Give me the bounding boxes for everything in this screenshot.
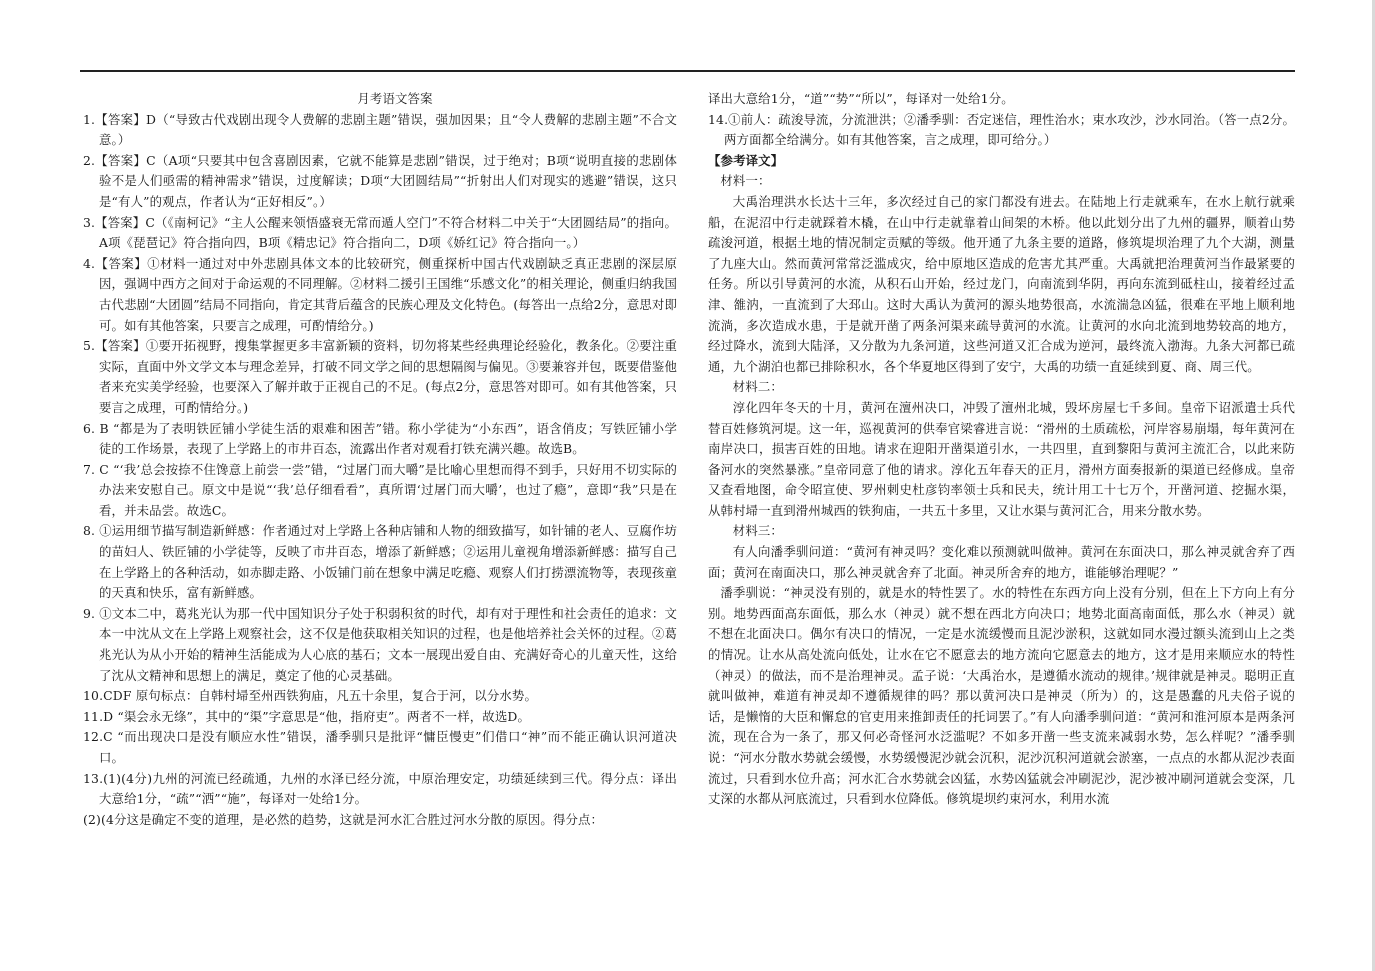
material-3-text-a: 有人向潘季驯问道：“黄河有神灵吗？变化难以预测就叫做神。黄河在东面决口，那么神灵就舍弃了西面；黄河在南面决口，那么神灵就舍弃了北面。神灵所舍弃的地方，谁能够治理呢？”	[708, 544, 1295, 580]
answer-13-1: 13.(1)(4分)九州的河流已经疏通，九州的水泽已经分流，中原治理安定，功绩延续到三代。得分点：译出大意给1分，“疏”“洒”“施”，每译对一处给1分。	[83, 770, 677, 807]
left-column	[83, 89, 677, 830]
answer-1: 1.【答案】D（“导致古代戏剧出现令人费解的悲剧主题”错误，强加因果；且“令人费解的悲剧主题”不合文意。）	[83, 111, 677, 148]
material-1-label: 材料一：	[720, 173, 771, 189]
answer-4: 4.【答案】①材料一通过对中外悲剧具体文本的比较研究，侧重探析中国古代戏剧缺乏真正悲剧的深层原因，强调中西方之间对于命运观的不同理解。②材料二援引王国维“乐感文化”的相关理论，侧重归纳我国古代悲剧“大团圆”结局不同指向，肯定其背后蕴含的民族心理及文化特色。(每答出一点给2分，意思对即可。如有其他答案，只要言之成理，可酌情给分。)	[83, 255, 677, 333]
answer-11: 11.D “渠会永无绦”，其中的“渠”字意思是“他，指府吏”。两者不一样，故选D。	[83, 708, 530, 724]
answer-13-cont: 译出大意给1分，“道”“势”“所以”，每译对一处给1分。	[708, 91, 1014, 106]
answer-12: 12.C “而出现决口是没有顺应水性”错误，潘季驯只是批评“慵臣慢吏”们借口“神”而不能正确认识河道决口。	[83, 729, 677, 765]
answer-8: 8. ①运用细节描写制造新鲜感：作者通过对上学路上各种店铺和人物的细致描写，如针铺的老人、豆腐作坊的苗妇人、铁匠铺的小学徒等，反映了市井百态，增添了新鲜感；②运用儿童视角增添新鲜感：描写自己在上学路上的各种活动，如赤脚走路、小饭铺门前在想象中满足吃瘾、观察人们打捞漂流物等，表现孩童的天真和快乐，富有新鲜感。	[83, 523, 677, 601]
material-1-text: 大禹治理洪水长达十三年，多次经过自己的家门都没有进去。在陆地上行走就乘车，在水上航行就乘船，在泥沼中行走就踩着木橇，在山中行走就靠着山间架的木桥。他以此划分出了九州的疆界，顺着山势疏浚河道，根据土地的情况制定贡赋的等级。他开通了九条主要的道路，修筑堤坝治理了九个大湖，测量了九座大山。然而黄河常常泛滥成灾，给中原地区造成的危害尤其严重。大禹就把治理黄河当作最紧要的任务。所以引导黄河的水流，从积石山开始，经过龙门，向南流到华阴，再向东流到砥柱山，接着经过孟津、雒汭，一直流到了大邳山。这时大禹认为黄河的源头地势很高，水流湍急凶猛，很难在平地上顺利地流淌，多次造成水患，于是就开凿了两条河渠来疏导黄河的水流。让黄河的水向北流到地势较高的地方，经过降水，流到大陆泽，又分散为九条河道，这些河道又汇合成为逆河，最终流入渤海。九条大河都已疏通，九个湖泊也都已排除积水，各个华夏地区得到了安宁，大禹的功绩一直延续到夏、商、周三代。	[708, 193, 1295, 374]
answer-3: 3.【答案】C（《南柯记》“主人公醒来领悟盛衰无常而遁人空门”不符合材料二中关于“大团圆结局”的指向。A项《琵琶记》符合指向四，B项《精忠记》符合指向二，D项《娇红记》符合指向一。）	[83, 214, 677, 251]
material-2-text: 淳化四年冬天的十月，黄河在澶州决口，冲毁了澶州北城，毁坏房屋七千多间。皇帝下诏派遣士兵代替百姓修筑河堤。这一年，巡视黄河的供奉官梁睿进言说：“滑州的土质疏松，河岸容易崩塌，每年黄河在南岸决口，损害百姓的田地。请求在迎阳开凿渠道引水，一共四里，直到黎阳与黄河主流汇合，以此来防备河水的突然暴涨。”皇帝同意了他的请求。淳化五年春天的正月，滑州方面奏报新的渠道已经修成。皇帝又查看地图，命令昭宣使、罗州刺史杜彦钧率领士兵和民夫，统计用工十七万个，开凿河道、挖掘水渠，从韩村埽一直到滑州城西的铁狗庙，一共五十多里，又让水渠与黄河汇合，用来分散水势。	[708, 399, 1295, 518]
material-3-label: 材料三：	[732, 523, 783, 539]
answer-6: 6. B “都是为了表明铁匠铺小学徒生活的艰难和困苦”错。称小学徒为“小东西”，语含俏皮；写铁匠铺小学徒的工作场景，表现了上学路上的市井百态，流露出作者对观看打铁充满兴趣。故选B。	[83, 420, 677, 457]
answer-7: 7. C “‘我’总会按捺不住馋意上前尝一尝”错，“过屠门而大嚼”是比喻心里想而得不到手，只好用不切实际的办法来安慰自己。原文中是说“‘我’总仔细看看”，真所谓‘过屠门而大嚼’，也过了瘾”，意即“我”只是在看，并未品尝。故选C。	[83, 461, 677, 518]
right-column	[708, 89, 1295, 810]
material-3-text-b: 潘季驯说：“神灵没有别的，就是水的特性罢了。水的特性在东西方向上没有分别，但在上下方向上有分别。地势西面高东面低，那么水（神灵）就不想在西北方向决口；地势北面高南面低，那么水（神灵）就不想在北面决口。偶尔有决口的情况，一定是水流缓慢而且泥沙淤积，这就如同水漫过额头流到山上之类的情况。让水从高处流向低处，让水在它不愿意去的地方流向它愿意去的地方，这才是用来顺应水的特性（神灵）的做法，而不是治理神灵。孟子说：‘大禹治水，是遵循水流动的规律。’规律就是神灵。聪明正直就叫做神，难道有神灵却不遵循规律的吗？那以黄河决口是神灵（所为）的，这是愚蠢的凡夫俗子说的话，是懒惰的大臣和懈怠的官吏用来推卸责任的托词罢了。”有人向潘季驯问道：“黄河和淮河原本是两条河流，现在合为一条了，那又何必奇怪河水泛滥呢？不如多开凿一些支流来减弱水势，怎么样呢？”潘季驯说：“河水分散水势就会缓慢，水势缓慢泥沙就会沉积，泥沙沉积河道就会淤塞，一点点的水都从泥沙表面流过，只看到水位升高；河水汇合水势就会凶猛，水势凶猛就会冲刷泥沙，泥沙被冲刷河道就会变深，几丈深的水都从河底流过，只看到水位降低。修筑堤坝约束河水，利用水流	[708, 585, 1295, 807]
material-2-label: 材料二：	[732, 379, 783, 395]
answer-9: 9. ①文本二中，葛兆光认为那一代中国知识分子处于积弱积贫的时代，却有对于理性和社会责任的追求：文本一中沈从文在上学路上观察社会，这不仅是他获取相关知识的过程，也是他培养社会关怀的过程。②葛兆光认为从小开始的精神生活能成为人心底的基石；文本一展现出爱自由、充满好奇心的儿童天性，这给了沈从文精神和思想上的满足，奠定了他的心灵基础。	[83, 605, 677, 683]
answer-10: 10.CDF 原句标点：自韩村埽至州西铁狗庙，凡五十余里，复合于河，以分水势。	[83, 688, 538, 704]
answer-14: 14.①前人：疏浚导流，分流泄洪；②潘季驯：否定迷信，理性治水；束水攻沙，沙水同治。（答一点2分。两方面都全给满分。如有其他答案，言之成理，即可给分。）	[708, 111, 1295, 148]
answer-13-2: (2)(4分这是确定不变的道理，是必然的趋势，这就是河水汇合胜过河水分散的原因。得分点：	[83, 811, 604, 827]
answer-2: 2.【答案】C（A项“只要其中包含喜剧因素，它就不能算是悲剧”错误，过于绝对；B项“说明直接的悲剧体验不是人们亟需的精神需求”错误，过度解读；D项“大团圆结局”“折射出人们对现实的逃避”错误，这只是“有人”的观点，作者认为“正好相反”。）	[83, 152, 677, 209]
answer-5: 5.【答案】①要开拓视野，搜集掌握更多丰富新颖的资料，切勿将某些经典理论经验化，教条化。②要注重实际，直面中外文学文本与理念差异，打破不同文学之间的思想隔阂与偏见。③要兼容并包，既要借鉴他者来充实美学经验，也要深入了解并敢于正视自己的不足。(每点2分，意思答对即可。如有其他答案，只要言之成理，可酌情给分。)	[83, 338, 677, 415]
header-rule	[80, 70, 1295, 72]
translation-heading: 【参考译文】	[708, 152, 784, 168]
doc-title: 月考语文答案	[357, 91, 433, 106]
